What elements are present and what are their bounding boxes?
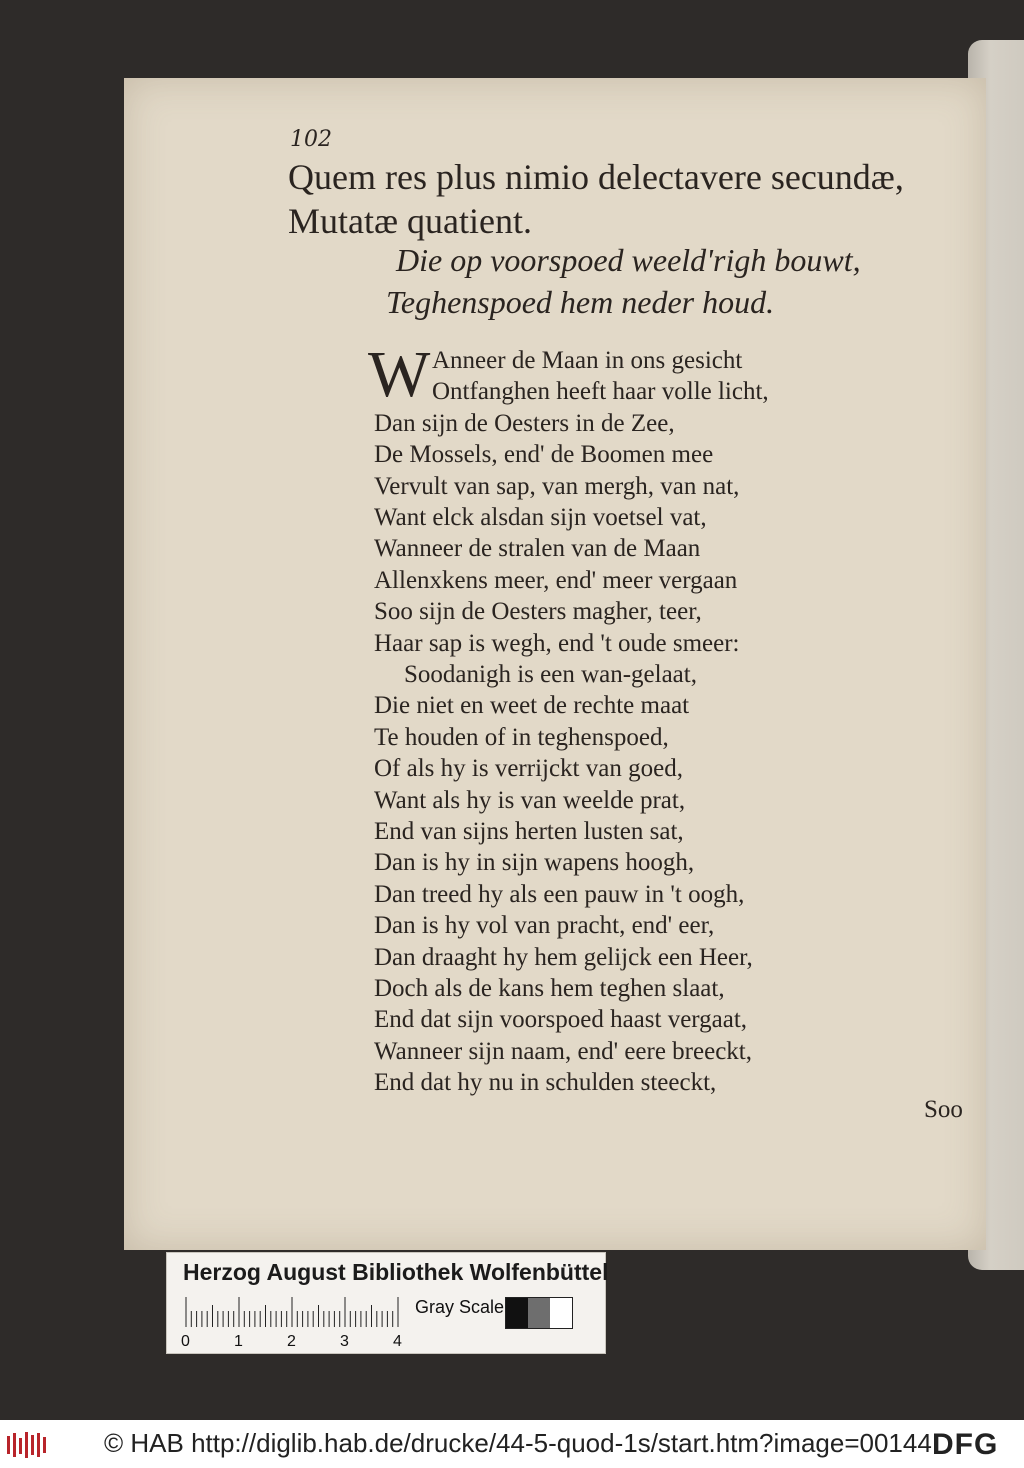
ruler-number: 0 <box>181 1333 190 1350</box>
poem-line: Wanneer de stralen van de Maan <box>374 535 701 563</box>
page-number: 102 <box>290 127 332 152</box>
poem-line: Anneer de Maan in ons gesicht <box>432 347 743 374</box>
poem-line: Want als hy is van weelde prat, <box>374 786 686 814</box>
ruler-number: 3 <box>340 1333 349 1350</box>
book-page <box>124 78 986 1250</box>
latin-motto-line-1: Quem res plus nimio delectavere secundæ, <box>288 157 904 197</box>
gray-scale-swatch <box>505 1297 573 1329</box>
poem-line: Allenxkens meer, end' meer vergaan <box>374 566 738 594</box>
gray-swatch-cell <box>550 1298 572 1328</box>
catchword: Soo <box>924 1096 963 1123</box>
poem-line: Dan is hy vol van pracht, end' eer, <box>374 912 715 940</box>
poem-line: Ontfanghen heeft haar volle licht, <box>432 378 769 406</box>
ruler-number: 4 <box>393 1333 402 1350</box>
poem-line: Dan sijn de Oesters in de Zee, <box>374 409 675 437</box>
poem-line: Dan treed hy als een pauw in 't oogh, <box>374 880 745 908</box>
ruler-number: 2 <box>287 1333 296 1350</box>
poem-line: End dat hy nu in schulden steeckt, <box>374 1069 717 1097</box>
ruler-scale <box>185 1297 401 1329</box>
gray-scale-label: Gray Scale <box>415 1297 505 1317</box>
poem-line: Soo sijn de Oesters magher, teer, <box>374 598 702 626</box>
poem-line: Die niet en weet de rechte maat <box>374 692 690 720</box>
dutch-couplet-line-2: Teghenspoed hem neder houd. <box>386 284 775 320</box>
poem-line: Doch als de kans hem teghen slaat, <box>374 975 725 1002</box>
poem-line: End van sijns herten lusten sat, <box>374 818 684 845</box>
dfg-logo: DFG <box>932 1428 999 1461</box>
copyright-url: © HAB http://diglib.hab.de/drucke/44-5-quod-1s/start.htm?image=00144 <box>104 1428 932 1458</box>
poem-line: Haar sap is wegh, end 't oude smeer: <box>374 629 740 657</box>
poem-line: Te houden of in teghenspoed, <box>374 723 669 751</box>
poem-line: Wanneer sijn naam, end' eere breeckt, <box>374 1037 752 1065</box>
poem-line: Dan draaght hy hem gelijck een Heer, <box>374 943 753 971</box>
gray-swatch-cell <box>506 1298 528 1328</box>
poem-line: Soodanigh is een wan-gelaat, <box>404 661 697 688</box>
footer-bar <box>0 1420 1024 1468</box>
library-color-chart-label <box>166 1252 609 1354</box>
drop-cap: W <box>368 338 431 411</box>
poem-line: Of als hy is verrijckt van goed, <box>374 755 683 783</box>
latin-motto-line-2: Mutatæ quatient. <box>288 201 532 241</box>
gray-swatch-cell <box>528 1298 550 1328</box>
poem-line: Want elck alsdan sijn voetsel vat, <box>374 504 707 531</box>
poem-line: Vervult van sap, van mergh, van nat, <box>374 472 740 500</box>
hab-logo-icon <box>6 1430 50 1460</box>
ruler-number: 1 <box>234 1333 243 1350</box>
poem-line: Dan is hy in sijn wapens hoogh, <box>374 849 695 877</box>
library-name: Herzog August Bibliothek Wolfenbüttel <box>183 1259 609 1285</box>
dutch-couplet-line-1: Die op voorspoed weeld'righ bouwt, <box>396 242 861 278</box>
poem-line: De Mossels, end' de Boomen mee <box>374 441 714 469</box>
poem-line: End dat sijn voorspoed haast vergaat, <box>374 1006 748 1034</box>
